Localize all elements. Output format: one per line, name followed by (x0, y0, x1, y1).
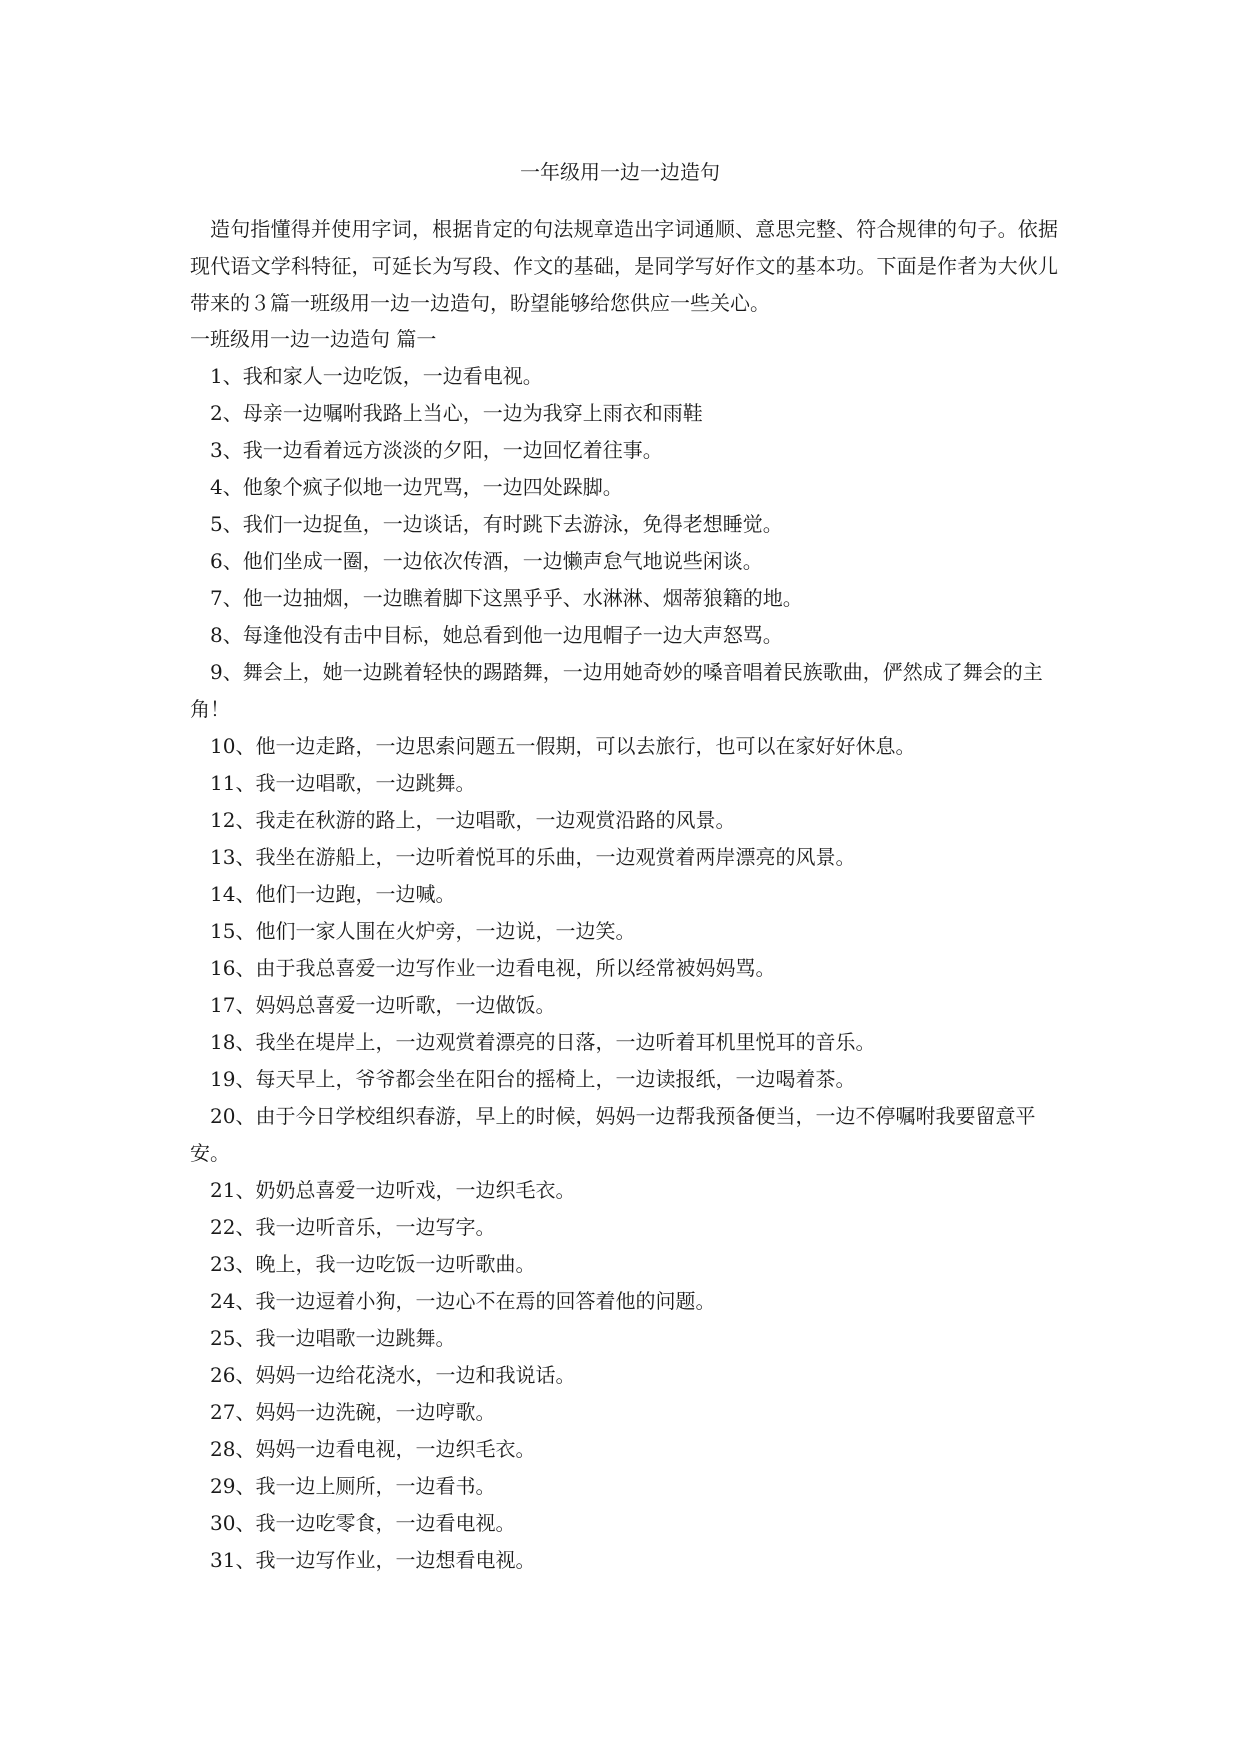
list-item: 4、他象个疯子似地一边咒骂，一边四处跺脚。 (210, 475, 623, 499)
list-item: 9、舞会上，她一边跳着轻快的踢踏舞，一边用她奇妙的嗓音唱着民族歌曲，俨然成了舞会的主角！ (190, 660, 1043, 721)
list-item: 15、他们一家人围在火炉旁，一边说，一边笑。 (210, 919, 636, 943)
list-item: 18、我坐在堤岸上，一边观赏着漂亮的日落，一边听着耳机里悦耳的音乐。 (210, 1030, 876, 1054)
list-item: 13、我坐在游船上，一边听着悦耳的乐曲，一边观赏着两岸漂亮的风景。 (210, 845, 856, 869)
intro-paragraph: 造句指懂得并使用字词，根据肯定的句法规章造出字词通顺、意思完整、符合规律的句子。依据现代语文学科特征，可延长为写段、作文的基础，是同学写好作文的基本功。下面是作者为大伙儿带来的３篇一班级用一边一边造句，盼望能够给您供应一些关心。 (190, 217, 1058, 315)
list-item: 28、妈妈一边看电视，一边织毛衣。 (210, 1437, 536, 1461)
sentence-list (190, 358, 1058, 1579)
list-item: 3、我一边看着远方淡淡的夕阳，一边回忆着往事。 (210, 438, 663, 462)
list-item: 19、每天早上，爷爷都会坐在阳台的摇椅上，一边读报纸，一边喝着茶。 (210, 1067, 856, 1091)
list-item: 21、奶奶总喜爱一边听戏，一边织毛衣。 (210, 1178, 576, 1202)
list-item: 2、母亲一边嘱咐我路上当心，一边为我穿上雨衣和雨鞋 (210, 401, 703, 425)
section-heading: 一班级用一边一边造句 篇一 (190, 327, 437, 351)
list-item: 8、每逢他没有击中目标，她总看到他一边甩帽子一边大声怒骂。 (210, 623, 783, 647)
list-item: 6、他们坐成一圈，一边依次传酒，一边懒声怠气地说些闲谈。 (210, 549, 763, 573)
list-item: 12、我走在秋游的路上，一边唱歌，一边观赏沿路的风景。 (210, 808, 736, 832)
list-item: 1、我和家人一边吃饭，一边看电视。 (210, 364, 543, 388)
list-item: 26、妈妈一边给花浇水，一边和我说话。 (210, 1363, 576, 1387)
list-item: 25、我一边唱歌一边跳舞。 (210, 1326, 456, 1350)
list-item: 10、他一边走路，一边思索问题五一假期，可以去旅行，也可以在家好好休息。 (210, 734, 916, 758)
list-item: 17、妈妈总喜爱一边听歌，一边做饭。 (210, 993, 556, 1017)
list-item: 24、我一边逗着小狗，一边心不在焉的回答着他的问题。 (210, 1289, 716, 1313)
list-item: 22、我一边听音乐，一边写字。 (210, 1215, 496, 1239)
list-item: 23、晚上，我一边吃饭一边听歌曲。 (210, 1252, 536, 1276)
list-item: 29、我一边上厕所，一边看书。 (210, 1474, 496, 1498)
list-item: 14、他们一边跑，一边喊。 (210, 882, 456, 906)
list-item: 7、他一边抽烟，一边瞧着脚下这黑乎乎、水淋淋、烟蒂狼籍的地。 (210, 586, 803, 610)
document-title: 一年级用一边一边造句 (520, 160, 720, 184)
list-item: 20、由于今日学校组织春游，早上的时候，妈妈一边帮我预备便当，一边不停嘱咐我要留意平安。 (190, 1104, 1036, 1165)
list-item: 11、我一边唱歌，一边跳舞。 (210, 771, 476, 795)
list-item: 30、我一边吃零食，一边看电视。 (210, 1511, 516, 1535)
list-item: 5、我们一边捉鱼，一边谈话，有时跳下去游泳，免得老想睡觉。 (210, 512, 783, 536)
list-item: 31、我一边写作业，一边想看电视。 (210, 1548, 536, 1572)
list-item: 16、由于我总喜爱一边写作业一边看电视，所以经常被妈妈骂。 (210, 956, 776, 980)
list-item: 27、妈妈一边洗碗，一边哼歌。 (210, 1400, 496, 1424)
